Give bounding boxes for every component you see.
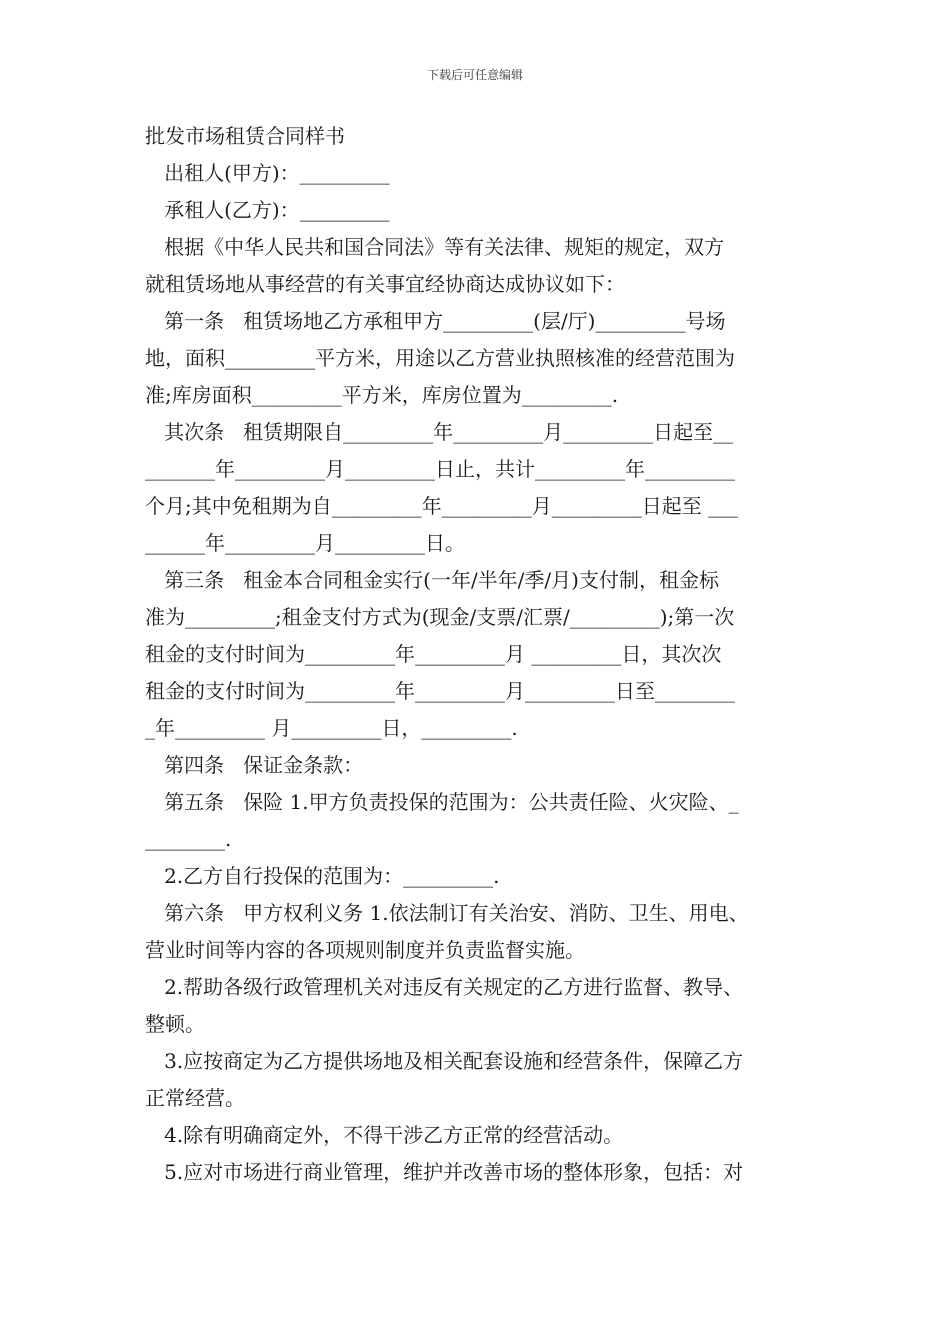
article-5-line: 第五条 保险 1.甲方负责投保的范围为：公共责任险、火灾险、_ [145,790,739,814]
article-6-line: 3.应按商定为乙方提供场地及相关配套设施和经营条件，保障乙方 [145,1049,744,1073]
article-3-line: 租金的支付时间为_________年_________月 _________日，其次次 [145,642,722,666]
article-1-line: 第一条 租赁场地乙方承租甲方_________(层/厅)_________号场 [145,309,726,333]
article-6-line: 正常经营。 [145,1086,245,1110]
article-1-line: 地，面积_________平方米，用途以乙方营业执照核准的经营范围为 [145,346,735,370]
document-body [145,118,813,1191]
article-6-line: 整顿。 [145,1012,205,1036]
article-5-line: ________. [145,827,232,851]
article-2-line: _______年_________月_________日止，共计_________年_________ [145,457,735,481]
preamble-line: 就租赁场地从事经营的有关事宜经协商达成协议如下： [145,272,625,296]
article-2-line: 个月;其中免租期为自_________年_________月_________日起至 ___ [145,494,739,518]
article-6-line: 第六条 甲方权利义务 1.依法制订有关治安、消防、卫生、用电、 [145,901,749,925]
page-header: 下载后可任意编辑 [426,68,523,82]
article-3-line: 准为_________;租金支付方式为(现金/支票/汇票/_________);第一次 [145,605,735,629]
article-2-line: 其次条 租赁期限自_________年_________月_________日起至__ [145,420,734,444]
article-2-line: ______年_________月_________日。 [145,531,465,555]
document-title: 批发市场租赁合同样书 [145,124,345,148]
article-3-line: 租金的支付时间为_________年_________月_________日至________ [145,679,735,703]
article-6-line: 5.应对市场进行商业管理，维护并改善市场的整体形象，包括：对 [145,1160,744,1184]
lessor-line: 出租人(甲方)：_________ [145,161,390,185]
article-3-line: _年_________ 月_________日，_________. [145,716,518,740]
lessee-line: 承租人(乙方)：_________ [145,198,390,222]
article-5-line: 2.乙方自行投保的范围为：_________. [145,864,500,888]
article-6-line: 2.帮助各级行政管理机关对违反有关规定的乙方进行监督、教导、 [145,975,744,999]
article-1-line: 准;库房面积_________平方米，库房位置为_________. [145,383,619,407]
article-4-line: 第四条 保证金条款： [145,753,364,777]
preamble-line: 根据《中华人民共和国合同法》等有关法律、规矩的规定，双方 [145,235,725,259]
article-3-line: 第三条 租金本合同租金实行(一年/半年/季/月)支付制，租金标 [145,568,719,592]
article-6-line: 营业时间等内容的各项规则制度并负责监督实施。 [145,938,585,962]
article-6-line: 4.除有明确商定外，不得干涉乙方正常的经营活动。 [145,1123,624,1147]
